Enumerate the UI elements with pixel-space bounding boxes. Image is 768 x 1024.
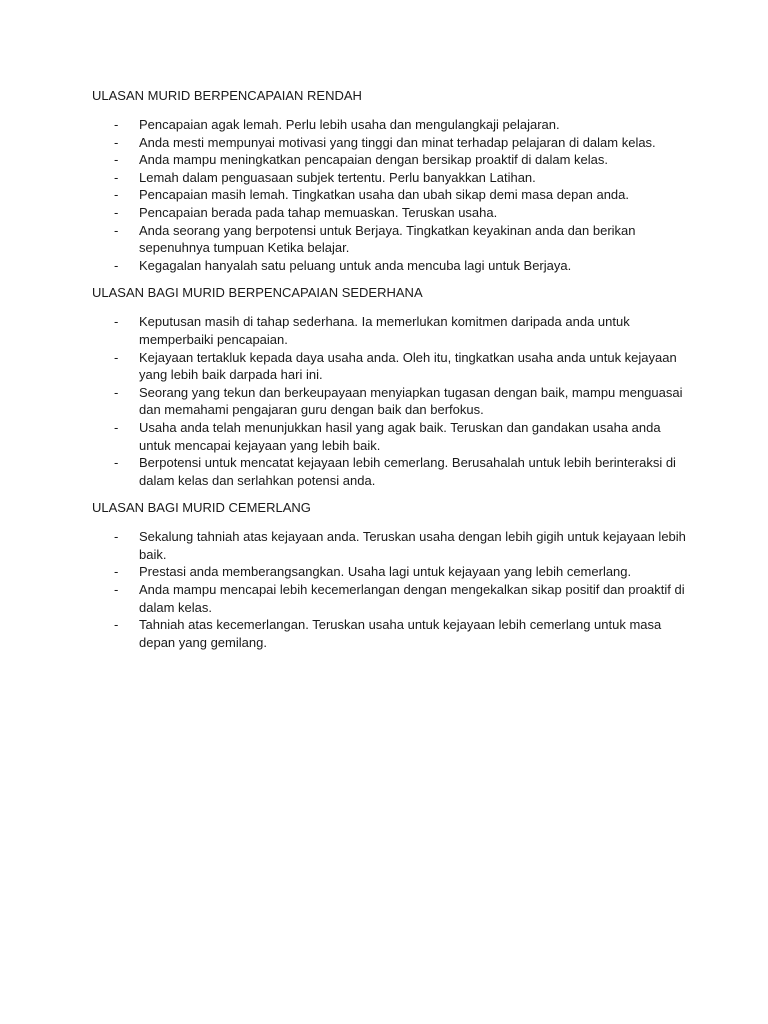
remark-text: Tahniah atas kecemerlangan. Teruskan usaha untuk kejayaan lebih cemerlang untuk masa depan yang gemilang. [139,617,662,650]
bullet-dash: - [114,529,119,545]
remark-text: Anda seorang yang berpotensi untuk Berjaya. Tingkatkan keyakinan anda dan berikan sepenuhnya tumpuan Ketika belajar. [139,222,636,256]
bullet-dash: - [114,349,119,365]
bullet-dash: - [114,455,119,471]
section-low-achievers [92,87,692,274]
list-item [92,169,692,187]
section-excellent-achievers [92,499,692,651]
remark-text: Seorang yang tekun dan berkeupayaan menyiapkan tugasan dengan baik, mampu menguasai dan memahami pengajaran guru dengan baik dan berfokus. [139,384,683,418]
list-item [92,349,692,384]
bullet-dash: - [114,187,119,203]
remark-list [92,116,692,274]
bullet-dash: - [114,204,119,220]
bullet-dash: - [114,222,119,238]
list-item [92,454,692,489]
bullet-dash: - [114,117,119,132]
remark-text: Usaha anda telah menunjukkan hasil yang agak baik. Teruskan dan gandakan usaha anda untuk mencapai kejayaan yang lebih baik. [139,419,661,453]
document-page [92,87,692,661]
remark-text: Pencapaian berada pada tahap memuaskan. Teruskan usaha. [139,204,498,220]
list-item [92,116,692,134]
remark-text: Kejayaan tertakluk kepada daya usaha anda. Oleh itu, tingkatkan usaha anda untuk kejayaan yang lebih baik darpada hari ini. [139,349,677,383]
section-heading: ULASAN BAGI MURID BERPENCAPAIAN SEDERHANA [92,285,423,301]
bullet-dash: - [114,564,119,580]
remark-text: Kegagalan hanyalah satu peluang untuk anda mencuba lagi untuk Berjaya. [139,257,572,273]
bullet-dash: - [114,582,119,598]
list-item [92,528,692,563]
bullet-dash: - [114,257,119,273]
list-item [92,186,692,204]
list-item [92,151,692,169]
remark-list [92,528,692,651]
section-moderate-achievers [92,284,692,489]
list-item [92,134,692,152]
list-item [92,581,692,616]
remark-text: Pencapaian masih lemah. Tingkatkan usaha dan ubah sikap demi masa depan anda. [139,187,629,203]
section-heading: ULASAN MURID BERPENCAPAIAN RENDAH [92,88,362,103]
bullet-dash: - [114,617,119,633]
bullet-dash: - [114,152,119,168]
remark-text: Prestasi anda memberangsangkan. Usaha lagi untuk kejayaan yang lebih cemerlang. [139,564,632,580]
list-item [92,222,692,257]
list-item [92,616,692,651]
remark-text: Lemah dalam penguasaan subjek tertentu. Perlu banyakkan Latihan. [139,169,536,185]
bullet-dash: - [114,134,119,150]
section-heading: ULASAN BAGI MURID CEMERLANG [92,500,311,516]
list-item [92,384,692,419]
bullet-dash: - [114,384,119,400]
remark-text: Anda mampu mencapai lebih kecemerlangan dengan mengekalkan sikap positif dan proaktif di dalam kelas. [139,582,685,615]
remark-text: Anda mesti mempunyai motivasi yang tinggi dan minat terhadap pelajaran di dalam kelas. [139,134,656,150]
list-item [92,563,692,581]
bullet-dash: - [114,419,119,435]
bullet-dash: - [114,169,119,185]
bullet-dash: - [114,314,119,330]
list-item [92,313,692,348]
remark-text: Pencapaian agak lemah. Perlu lebih usaha dan mengulangkaji pelajaran. [139,117,560,132]
remark-text: Keputusan masih di tahap sederhana. Ia memerlukan komitmen daripada anda untuk memperbaiki pencapaian. [139,314,630,347]
remark-list [92,313,692,489]
list-item [92,204,692,222]
remark-text: Sekalung tahniah atas kejayaan anda. Teruskan usaha dengan lebih gigih untuk kejayaan lebih baik. [139,529,686,562]
remark-text: Berpotensi untuk mencatat kejayaan lebih cemerlang. Berusahalah untuk lebih berinteraksi di dalam kelas dan serlahkan potensi anda. [139,455,676,488]
list-item [92,257,692,275]
remark-text: Anda mampu meningkatkan pencapaian dengan bersikap proaktif di dalam kelas. [139,152,609,168]
list-item [92,419,692,454]
